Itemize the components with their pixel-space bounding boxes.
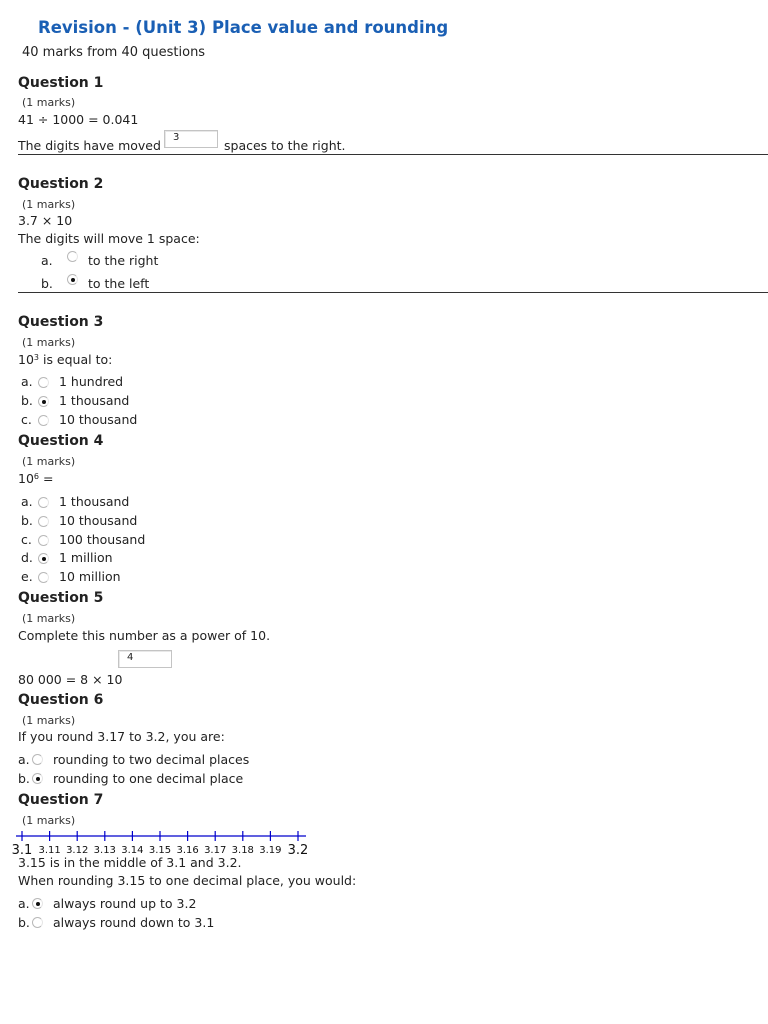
question-stem: 3.7 × 10 xyxy=(18,213,73,228)
number-line-label: 3.1 xyxy=(11,843,33,858)
option-label: 1 million xyxy=(59,550,113,565)
number-line-label: 3.15 xyxy=(148,845,172,856)
question-heading: Question 6 xyxy=(18,692,104,708)
option-label: always round down to 3.1 xyxy=(53,915,215,930)
question-marks: (1 marks) xyxy=(22,198,76,211)
question-heading: Question 2 xyxy=(18,176,104,192)
option-label: 10 thousand xyxy=(59,513,138,528)
number-line-label: 3.2 xyxy=(287,843,309,858)
option-label: 10 thousand xyxy=(59,412,138,427)
page-subtitle: 40 marks from 40 questions xyxy=(22,45,206,60)
number-line-label: 3.14 xyxy=(121,845,144,856)
radio-option-a[interactable] xyxy=(38,497,49,508)
page-title: Revision - (Unit 3) Place value and rounding xyxy=(38,18,449,37)
option-letter: a. xyxy=(21,494,33,509)
number-line-label: 3.13 xyxy=(93,845,116,856)
radio-option-b[interactable] xyxy=(32,773,43,784)
question-marks: (1 marks) xyxy=(22,336,76,349)
answer-input[interactable]: 3 xyxy=(164,130,218,148)
option-letter: c. xyxy=(21,412,32,427)
radio-option-b[interactable] xyxy=(32,917,43,928)
option-letter: a. xyxy=(21,374,33,389)
question-prompt: Complete this number as a power of 10. xyxy=(18,628,271,643)
option-letter: e. xyxy=(21,569,33,584)
question-marks: (1 marks) xyxy=(22,814,76,827)
question-marks: (1 marks) xyxy=(22,612,76,625)
radio-option-b[interactable] xyxy=(67,274,78,285)
radio-option-d[interactable] xyxy=(38,553,49,564)
option-label: 1 hundred xyxy=(59,374,124,389)
option-label: 10 million xyxy=(59,569,121,584)
option-letter: b. xyxy=(41,276,53,291)
divider xyxy=(18,292,768,293)
option-letter: b. xyxy=(21,513,33,528)
option-letter: a. xyxy=(18,752,30,767)
option-letter: b. xyxy=(18,771,30,786)
option-label: to the right xyxy=(88,253,159,268)
question-stem: $10^3$ is equal to: xyxy=(18,352,113,367)
number-line-label: 3.18 xyxy=(231,845,254,856)
radio-option-c[interactable] xyxy=(38,535,49,546)
radio-option-a[interactable] xyxy=(38,377,49,388)
option-label: 1 thousand xyxy=(59,494,130,509)
question-stem: $10^6$ = xyxy=(18,471,54,486)
number-line-label: 3.19 xyxy=(259,845,282,856)
number-line-label: 3.16 xyxy=(176,845,199,856)
radio-option-c[interactable] xyxy=(38,415,49,426)
radio-option-e[interactable] xyxy=(38,572,49,583)
question-heading: Question 5 xyxy=(18,590,104,606)
radio-option-a[interactable] xyxy=(32,898,43,909)
question-marks: (1 marks) xyxy=(22,455,76,468)
option-letter: b. xyxy=(21,393,33,408)
option-letter: d. xyxy=(21,550,33,565)
exponent-input[interactable]: 4 xyxy=(118,650,172,668)
option-label: rounding to one decimal place xyxy=(53,771,244,786)
question-heading: Question 7 xyxy=(18,792,104,808)
divider xyxy=(18,154,768,155)
question-prompt: The digits will move 1 space: xyxy=(18,231,200,246)
question-marks: (1 marks) xyxy=(22,96,76,109)
radio-option-b[interactable] xyxy=(38,516,49,527)
option-label: 1 thousand xyxy=(59,393,130,408)
answer-label-before: The digits have moved xyxy=(18,138,161,153)
option-label: rounding to two decimal places xyxy=(53,752,250,767)
answer-label-after: spaces to the right. xyxy=(224,138,346,153)
question-stem: 41 ÷ 1000 = 0.041 xyxy=(18,112,139,127)
option-letter: c. xyxy=(21,532,32,547)
number-line-label: 3.12 xyxy=(66,845,89,856)
number-line-label: 3.17 xyxy=(204,845,227,856)
option-letter: b. xyxy=(18,915,30,930)
question-prompt: When rounding 3.15 to one decimal place, you would: xyxy=(18,873,357,888)
question-heading: Question 4 xyxy=(18,433,104,449)
question-heading: Question 3 xyxy=(18,314,104,330)
option-label: always round up to 3.2 xyxy=(53,896,197,911)
radio-option-b[interactable] xyxy=(38,396,49,407)
option-label: to the left xyxy=(88,276,150,291)
number-line-label: 3.11 xyxy=(38,845,61,856)
question-prompt: If you round 3.17 to 3.2, you are: xyxy=(18,729,225,744)
equation-text: 80 000 = 8 × 10 xyxy=(18,672,123,687)
option-letter: a. xyxy=(41,253,53,268)
option-label: 100 thousand xyxy=(59,532,146,547)
option-letter: a. xyxy=(18,896,30,911)
radio-option-a[interactable] xyxy=(32,754,43,765)
radio-option-a[interactable] xyxy=(67,251,78,262)
question-heading: Question 1 xyxy=(18,75,104,91)
note-text: 3.15 is in the middle of 3.1 and 3.2. xyxy=(18,855,242,870)
question-marks: (1 marks) xyxy=(22,714,76,727)
